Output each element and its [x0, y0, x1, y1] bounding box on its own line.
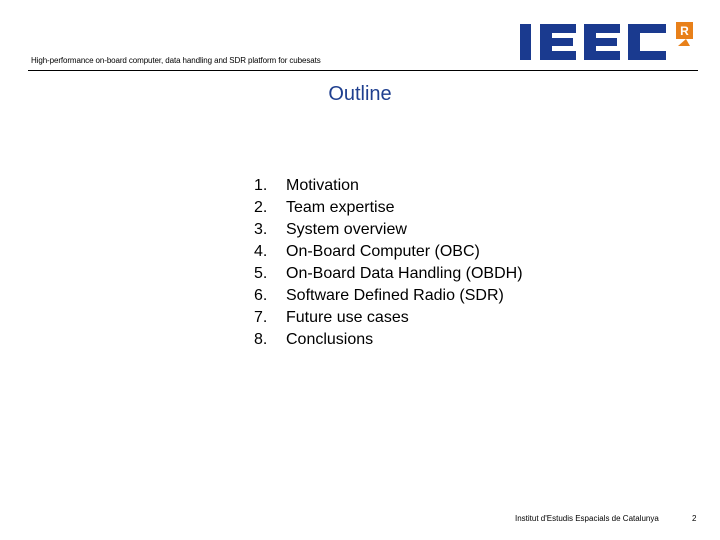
outline-item-label: Team expertise [286, 199, 395, 216]
outline-item-label: Software Defined Radio (SDR) [286, 287, 504, 304]
outline-item [254, 307, 523, 329]
header-rule [28, 70, 698, 71]
outline-item-number: 1. [254, 177, 268, 194]
slide-title: Outline [328, 83, 392, 105]
outline-item-label: System overview [286, 221, 407, 238]
outline-item-number: 7. [254, 309, 268, 326]
outline-item-number: 5. [254, 265, 268, 282]
outline-item-number: 3. [254, 221, 268, 238]
outline-item-number: 8. [254, 331, 268, 348]
outline-item-number: 4. [254, 243, 268, 260]
outline-item [254, 263, 523, 285]
page-number: 2 [692, 514, 697, 523]
outline-item [254, 241, 523, 263]
outline-item-label: On-Board Computer (OBC) [286, 243, 480, 260]
outline-list [254, 175, 523, 351]
outline-item-label: Conclusions [286, 331, 374, 348]
header-text: High-performance on-board computer, data handling and SDR platform for cubesats [31, 56, 321, 65]
footer-institution: Institut d'Estudis Espacials de Catalunya [515, 514, 659, 523]
outline-item [254, 285, 523, 307]
outline-item [254, 329, 523, 351]
outline-item-number: 6. [254, 287, 268, 304]
logo-badge-text: R [680, 24, 689, 38]
outline-item-label: Motivation [286, 177, 359, 194]
outline-item [254, 175, 523, 197]
ieec-logo [518, 19, 698, 64]
outline-item [254, 197, 523, 219]
outline-item [254, 219, 523, 241]
outline-item-number: 2. [254, 199, 268, 216]
outline-item-label: On-Board Data Handling (OBDH) [286, 265, 523, 282]
outline-item-label: Future use cases [286, 309, 409, 326]
